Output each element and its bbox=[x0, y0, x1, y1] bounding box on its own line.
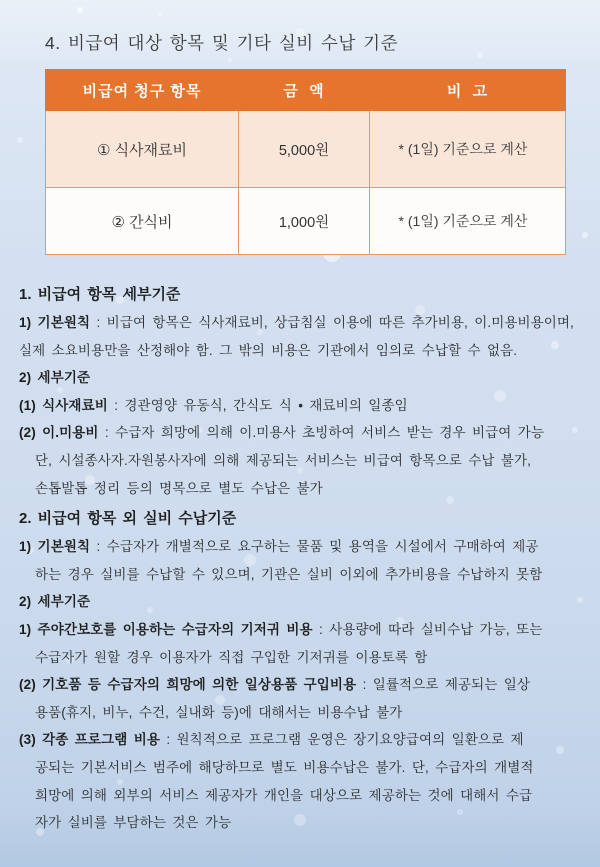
text-line bbox=[19, 809, 580, 837]
text-line bbox=[19, 671, 580, 699]
line-text: : 수급자 희망에 의해 이.미용사 초빙하여 서비스 받는 경우 비급여 가능 bbox=[98, 425, 545, 441]
page-title: 4. 비급여 대상 항목 및 기타 실비 수납 기준 bbox=[45, 33, 398, 53]
text-line bbox=[19, 644, 580, 672]
line-label: 1) 주야간보호를 이용하는 수급자의 기저귀 비용 bbox=[19, 621, 313, 637]
non-covered-fee-table bbox=[45, 69, 566, 255]
row-note: * (1일) 기준으로 계산 bbox=[370, 188, 566, 255]
text-line bbox=[19, 726, 580, 754]
text-line bbox=[19, 588, 580, 616]
line-text: : 비급여 항목은 식사재료비, 상급침실 이용에 따른 추가비용, 이.미용비용이며, bbox=[90, 315, 574, 330]
column-header-item: 비급여 청구 항목 bbox=[46, 70, 239, 111]
text-line bbox=[19, 699, 580, 727]
row-item-name: ① 식사재료비 bbox=[46, 111, 239, 188]
line-label: (3) 각종 프로그램 비용 bbox=[19, 732, 160, 748]
line-text: 단, 시설종사자.자원봉사자에 의해 제공되는 서비스는 비급여 항목으로 수납 불가, bbox=[35, 452, 532, 468]
line-label: 2) 세부기준 bbox=[19, 370, 91, 386]
column-header-amount: 금 액 bbox=[239, 70, 370, 111]
column-header-note: 비 고 bbox=[370, 70, 566, 111]
row-item-name: ② 간식비 bbox=[46, 188, 239, 255]
line-text: 손톱발톱 정리 등의 명목으로 별도 수납은 불가 bbox=[35, 480, 323, 496]
row-amount: 1,000원 bbox=[239, 188, 370, 255]
line-text: 용품(휴지, 비누, 수건, 실내화 등)에 대해서는 비용수납 불가 bbox=[35, 704, 403, 720]
line-label: (2) 기호품 등 수급자의 희망에 의한 일상용품 구입비용 bbox=[19, 677, 357, 693]
line-text: : 경관영양 유동식, 간식도 식 • 재료비의 일종임 bbox=[107, 397, 408, 413]
text-line bbox=[19, 754, 580, 782]
line-text: 공되는 기본서비스 범주에 해당하므로 별도 비용수납은 불가. 단, 수급자의 개별적 bbox=[35, 759, 534, 775]
line-text: : 일률적으로 제공되는 일상 bbox=[356, 677, 531, 693]
text-line bbox=[19, 392, 580, 420]
section-2-heading: 2. 비급여 항목 외 실비 수납기준 bbox=[19, 510, 237, 528]
line-text: 하는 경우 실비를 수납할 수 있으며, 기관은 실비 이외에 추가비용을 수납하지 못함 bbox=[35, 566, 543, 582]
table-header-row bbox=[46, 70, 566, 111]
text-line bbox=[19, 616, 580, 644]
line-text: : 사용량에 따라 실비수납 가능, 또는 bbox=[312, 621, 543, 637]
table-row bbox=[46, 111, 566, 188]
line-text: 자가 실비를 부담하는 것은 가능 bbox=[35, 815, 232, 831]
line-text: 수급자가 원할 경우 이용자가 직접 구입한 기저귀를 이용토록 함 bbox=[35, 649, 428, 665]
text-line bbox=[19, 419, 580, 447]
line-label: (1) 식사재료비 bbox=[19, 397, 108, 413]
line-text: : 원칙적으로 프로그램 운영은 장기요양급여의 일환으로 제 bbox=[159, 732, 524, 748]
line-text: 희망에 의해 외부의 서비스 제공자가 개인을 대상으로 제공하는 것에 대해서 수급 bbox=[35, 787, 533, 803]
row-amount: 5,000원 bbox=[239, 111, 370, 188]
text-line bbox=[19, 364, 580, 392]
text-line bbox=[19, 337, 580, 365]
section-1-heading: 1. 비급여 항목 세부기준 bbox=[19, 286, 181, 303]
table-row bbox=[46, 188, 566, 255]
line-text: : 수급자가 개별적으로 요구하는 물품 및 용역을 시설에서 구매하여 제공 bbox=[90, 539, 539, 555]
text-line bbox=[19, 309, 580, 337]
text-line bbox=[19, 475, 580, 503]
line-label: 2) 세부기준 bbox=[19, 594, 91, 610]
text-line bbox=[19, 782, 580, 810]
text-line bbox=[19, 447, 580, 475]
row-note: * (1일) 기준으로 계산 bbox=[370, 111, 566, 188]
line-text: 실제 소요비용만을 산정해야 함. 그 밖의 비용은 기관에서 임의로 수납할 수 없음. bbox=[19, 342, 518, 358]
text-line bbox=[19, 533, 580, 561]
document-body bbox=[19, 281, 580, 837]
line-label: 1) 기본원칙 bbox=[19, 539, 91, 555]
line-label: 1) 기본원칙 bbox=[19, 315, 91, 330]
line-label: (2) 이.미용비 bbox=[19, 425, 99, 441]
text-line bbox=[19, 561, 580, 589]
